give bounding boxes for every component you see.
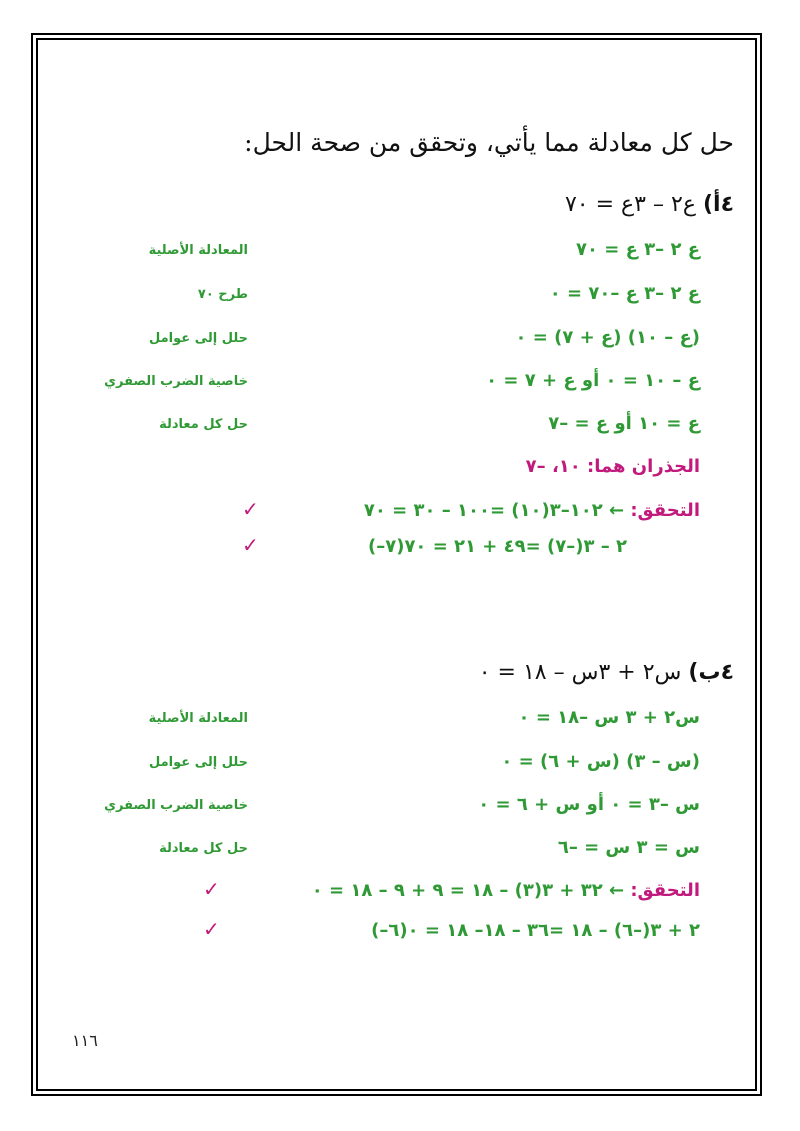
problem-b-heading [479, 660, 734, 685]
problem-b-note-3: خاصية الضرب الصفري [104, 798, 248, 813]
problem-b-check-2 [371, 920, 700, 941]
problem-b-equation: س٢ + ٣س – ١٨ = ٠ [478, 660, 682, 685]
check-mark-icon: ✓ [203, 877, 220, 901]
problem-b-note-1: المعادلة الأصلية [148, 711, 248, 726]
problem-a-equation: ع٢ – ٣ع = ٧٠ [564, 192, 696, 217]
problem-a-roots: الجذران هما: ١٠، –٧ [525, 456, 700, 477]
problem-a-note-4: خاصية الضرب الصفري [104, 374, 248, 389]
problem-a-check-2 [368, 536, 627, 557]
problem-a-note-5: حل كل معادلة [159, 417, 248, 432]
check-mark-icon: ✓ [242, 533, 259, 557]
problem-a-step-5: ع = ١٠ أو ع = –٧ [548, 413, 700, 434]
problem-a-check-1-eq: ← ١٠٢–٣(١٠) =١٠٠ – ٣٠ = ٧٠ [363, 500, 625, 521]
problem-a-check-2-eq: (–٧)٢ – ٣(–٧) =٤٩ + ٢١ = ٧٠ [367, 536, 627, 557]
problem-b-check-1 [312, 880, 700, 901]
problem-a-step-2: ع ٢ –٣ ع –٧٠ = ٠ [549, 283, 700, 304]
problem-a-check-label: التحقق: [630, 500, 700, 521]
problem-a-check-1 [364, 500, 700, 521]
problem-b-note-4: حل كل معادلة [159, 841, 248, 856]
check-mark-icon: ✓ [242, 497, 259, 521]
problem-b-step-3: س –٣ = ٠ أو س + ٦ = ٠ [478, 794, 700, 815]
problem-a-step-1: ع ٢ –٣ ع = ٧٠ [575, 239, 700, 260]
problem-a-label: ٤أ) [702, 192, 734, 217]
problem-a-step-4: ع – ١٠ = ٠ أو ع + ٧ = ٠ [486, 370, 700, 391]
problem-a-note-2: طرح ٧٠ [197, 287, 248, 302]
problem-a-note-3: حلل إلى عوامل [149, 331, 248, 346]
problem-b-check-label: التحقق: [630, 880, 700, 901]
exercise-title: حل كل معادلة مما يأتي، وتحقق من صحة الحل: [244, 128, 734, 157]
check-mark-icon: ✓ [203, 917, 220, 941]
problem-b-check-2-eq: (–٦)٢ + ٣(–٦) – ١٨ =٣٦ – ١٨– ١٨ = ٠ [371, 920, 700, 941]
problem-b-label: ٤ب) [688, 660, 734, 685]
problem-b-step-4: س = ٣ س = –٦ [557, 837, 700, 858]
problem-a-note-1: المعادلة الأصلية [148, 243, 248, 258]
problem-b-step-2: (س – ٣) (س + ٦) = ٠ [501, 751, 700, 772]
problem-b-step-1: س٢ + ٣ س –١٨ = ٠ [518, 707, 700, 728]
problem-b-check-1-eq: ← ٣٢ + ٣(٣) – ١٨ = ٩ + ٩ – ١٨ = ٠ [311, 880, 625, 901]
page-number: ١١٦ [72, 1031, 98, 1050]
problem-a-step-3: (ع – ١٠) (ع + ٧) = ٠ [515, 327, 700, 348]
problem-b-note-2: حلل إلى عوامل [149, 755, 248, 770]
problem-a-heading [565, 192, 734, 217]
